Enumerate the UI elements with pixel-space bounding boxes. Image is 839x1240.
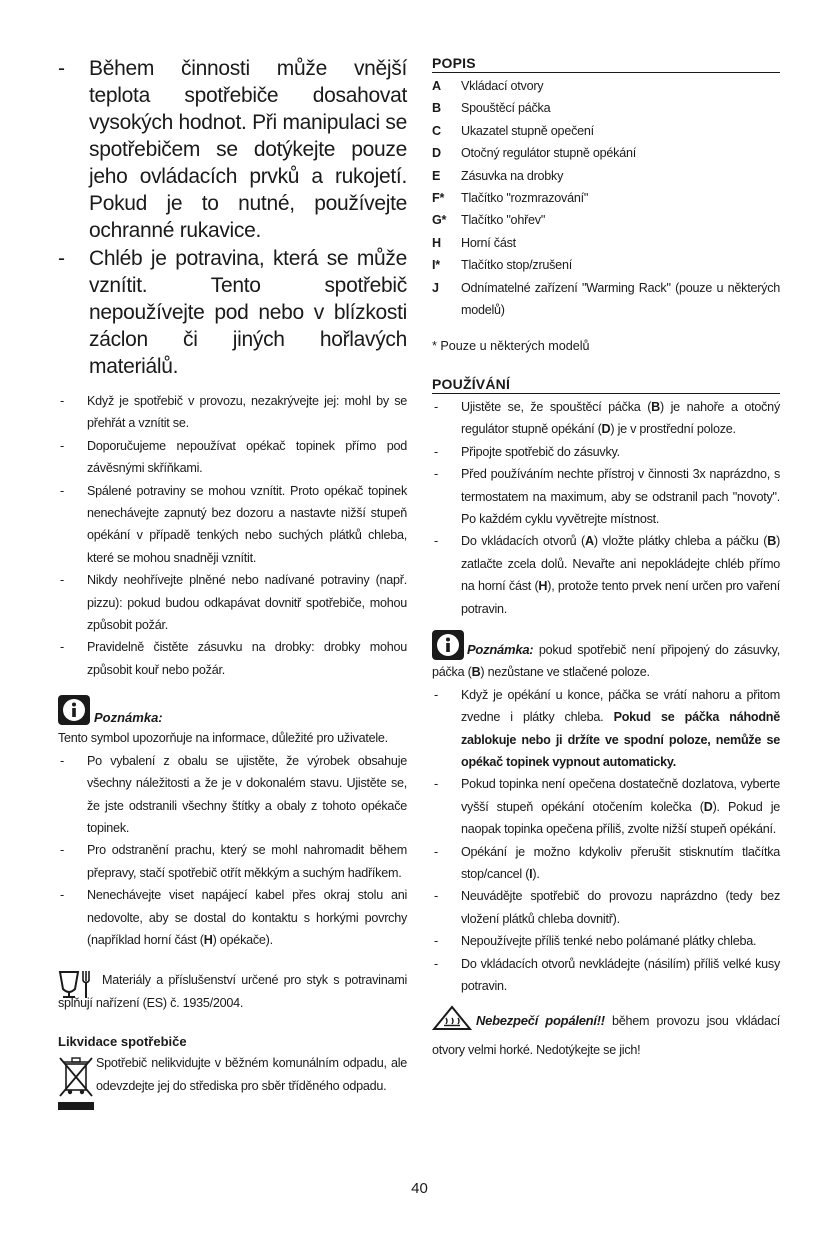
disposal-title: Likvidace spotřebiče [58, 1034, 187, 1050]
list-item: - Spálené potraviny se mohou vznítit. Proto opékač topinek nenechávejte zapnutý bez dozoru a nastavte nižší stupeň opékání v případě tenkých nebo suchých plátků chleba, které se mohou snadněji vznítit. [60, 483, 407, 565]
part-item: A Vkládací otvory [432, 79, 544, 93]
part-item: D Otočný regulátor stupně opékání [432, 146, 636, 161]
info-icon [58, 695, 90, 725]
part-item: B Spouštěcí páčka [432, 101, 551, 116]
list-item: - Nikdy neohřívejte plněné nebo nadívané potraviny (např. pizzu): pokud budou odkapávat dovnitř spotřebiče, mohou způsobit požár. [60, 573, 407, 633]
usage-steps [432, 396, 780, 620]
list-item: - Ujistěte se, že spouštěcí páčka (B) je nahoře a otočný regulátor stupně opékání (D) je v prostřední poloze. [434, 399, 780, 437]
note-label: Poznámka: [94, 710, 163, 726]
note-heading [58, 695, 407, 725]
food-contact-text: Materiály a příslušenství určené pro styk s potravinami splňují nařízení (ES) č. 1935/2004. [58, 973, 407, 1010]
part-item: J Odnímatelné zařízení "Warming Rack" (pouze u některých modelů) [432, 280, 780, 318]
note-text: Tento symbol upozorňuje na informace, důležité pro uživatele. [58, 731, 388, 746]
list-item: - Po vybalení z obalu se ujistěte, že výrobek obsahuje všechny náležitosti a že je v dokonalém stavu. Ujistěte se, že jste odstranili všechny štítky a obaly z tohoto opékače topinek. [60, 753, 407, 835]
list-item: - Doporučujeme nepoužívat opékač topinek přímo pod závěsnými skříňkami. [60, 438, 407, 476]
right-column [432, 55, 780, 1061]
disposal-text: Spotřebič nelikvidujte v běžném komunálním odpadu, ale odevzdejte jej do střediska pro sběr tříděného odpadu. [96, 1056, 407, 1093]
left-column [58, 55, 407, 1097]
list-item: - Před používáním nechte přístroj v činnosti 3x naprázdno, s termostatem na maximum, aby se odstranil pach "novoty". Po každém cyklu vyvětrejte místnost. [434, 467, 780, 526]
part-item: C Ukazatel stupně opečení [432, 123, 594, 138]
list-item: - Do vkládacích otvorů (A) vložte plátky chleba a páčku (B) zatlačte zcela dolů. Nevařte ani nepokládejte chléb přímo na horní část (H), protože tento prvek není určen pro vaření potravin. [434, 534, 781, 616]
part-item: G* Tlačítko "ohřev" [432, 213, 546, 228]
list-item: - Když je opékání u konce, páčka se vrátí nahoru a přitom zvedne i plátky chleba. Pokud se páčka náhodně zablokuje nebo ji držíte ve spodní poloze, nemůže se opékač topinek vypnout automaticky. [434, 687, 780, 769]
footnote: * Pouze u některých modelů [432, 339, 590, 354]
hot-surface-warning-icon [432, 1005, 472, 1038]
part-item: E Zásuvka na drobky [432, 168, 564, 183]
list-item: - Pravidelně čistěte zásuvku na drobky: drobky mohou způsobit kouř nebo požár. [60, 640, 407, 677]
note-paragraph: Poznámka: pokud spotřebič není připojený do zásuvky, páčka (B) nezůstane ve stlačené poloze. [432, 630, 780, 684]
list-item: - Nepoužívejte příliš tenké nebo polámané plátky chleba. [434, 934, 757, 949]
list-item: - Připojte spotřebič do zásuvky. [434, 444, 620, 459]
list-item: - Opékání je možno kdykoliv přerušit stisknutím tlačítka stop/cancel (I). [434, 844, 780, 881]
page-number: 40 [411, 1180, 428, 1197]
info-icon [432, 630, 464, 660]
note-bullets [58, 750, 407, 952]
pouzivani-title: POUŽÍVÁNÍ [432, 376, 780, 394]
operation-steps [432, 684, 780, 998]
list-item: - Pokud topinka není opečena dostatečně dozlatova, vyberte vyšší stupeň opékání otočením kolečka (D). Pokud je naopak topinka opečena příliš, zvolte nižší stupeň opékání. [434, 777, 780, 837]
list-item: - Když je spotřebič v provozu, nezakrývejte jej: mohl by se přehřát a vznítit se. [60, 394, 407, 431]
list-item: - Do vkládacích otvorů nevkládejte (násilím) příliš velké kusy potravin. [434, 956, 780, 994]
list-item: - Během činnosti může vnější teplota spotřebiče dosahovat vysokých hodnot. Při manipulaci se spotřebičem se dotýkejte pouze jeho ovládacích prvků a rukojetí. Pokud je to nutné, používejte ochranné rukavice. [58, 57, 407, 242]
burn-warning: Nebezpečí popálení!! během provozu jsou vkládací otvory velmi horké. Nedotýkejte se jich! [432, 1005, 780, 1061]
list-item: - Neuvádějte spotřebič do provozu naprázdno (tedy bez vložení plátků chleba dovnitř). [434, 889, 780, 926]
part-item: H Horní část [432, 235, 516, 250]
parts-list [432, 75, 780, 321]
food-contact-block [58, 969, 407, 1014]
list-item: - Pro odstranění prachu, který se mohl nahromadit během přepravy, stačí spotřebič otřít měkkým a suchým hadříkem. [60, 843, 407, 880]
food-contact-icon [58, 969, 94, 1004]
list-item: - Chléb je potravina, která se může vznítit. Tento spotřebič nepoužívejte pod nebo v blízkosti záclon či jiných hořlavých materiálů. [58, 247, 407, 378]
major-warnings [58, 55, 407, 380]
disposal-section [58, 1032, 407, 1097]
weee-bin-icon [58, 1054, 94, 1119]
popis-title: POPIS [432, 55, 780, 73]
part-item: I* Tlačítko stop/zrušení [432, 258, 572, 273]
part-item: F* Tlačítko "rozmrazování" [432, 191, 589, 206]
list-item: - Nenechávejte viset napájecí kabel přes okraj stolu ani nedovolte, aby se dostal do kontaktu s horkými povrchy (například horní část (H) opékače). [60, 888, 407, 947]
minor-warnings [58, 390, 407, 681]
